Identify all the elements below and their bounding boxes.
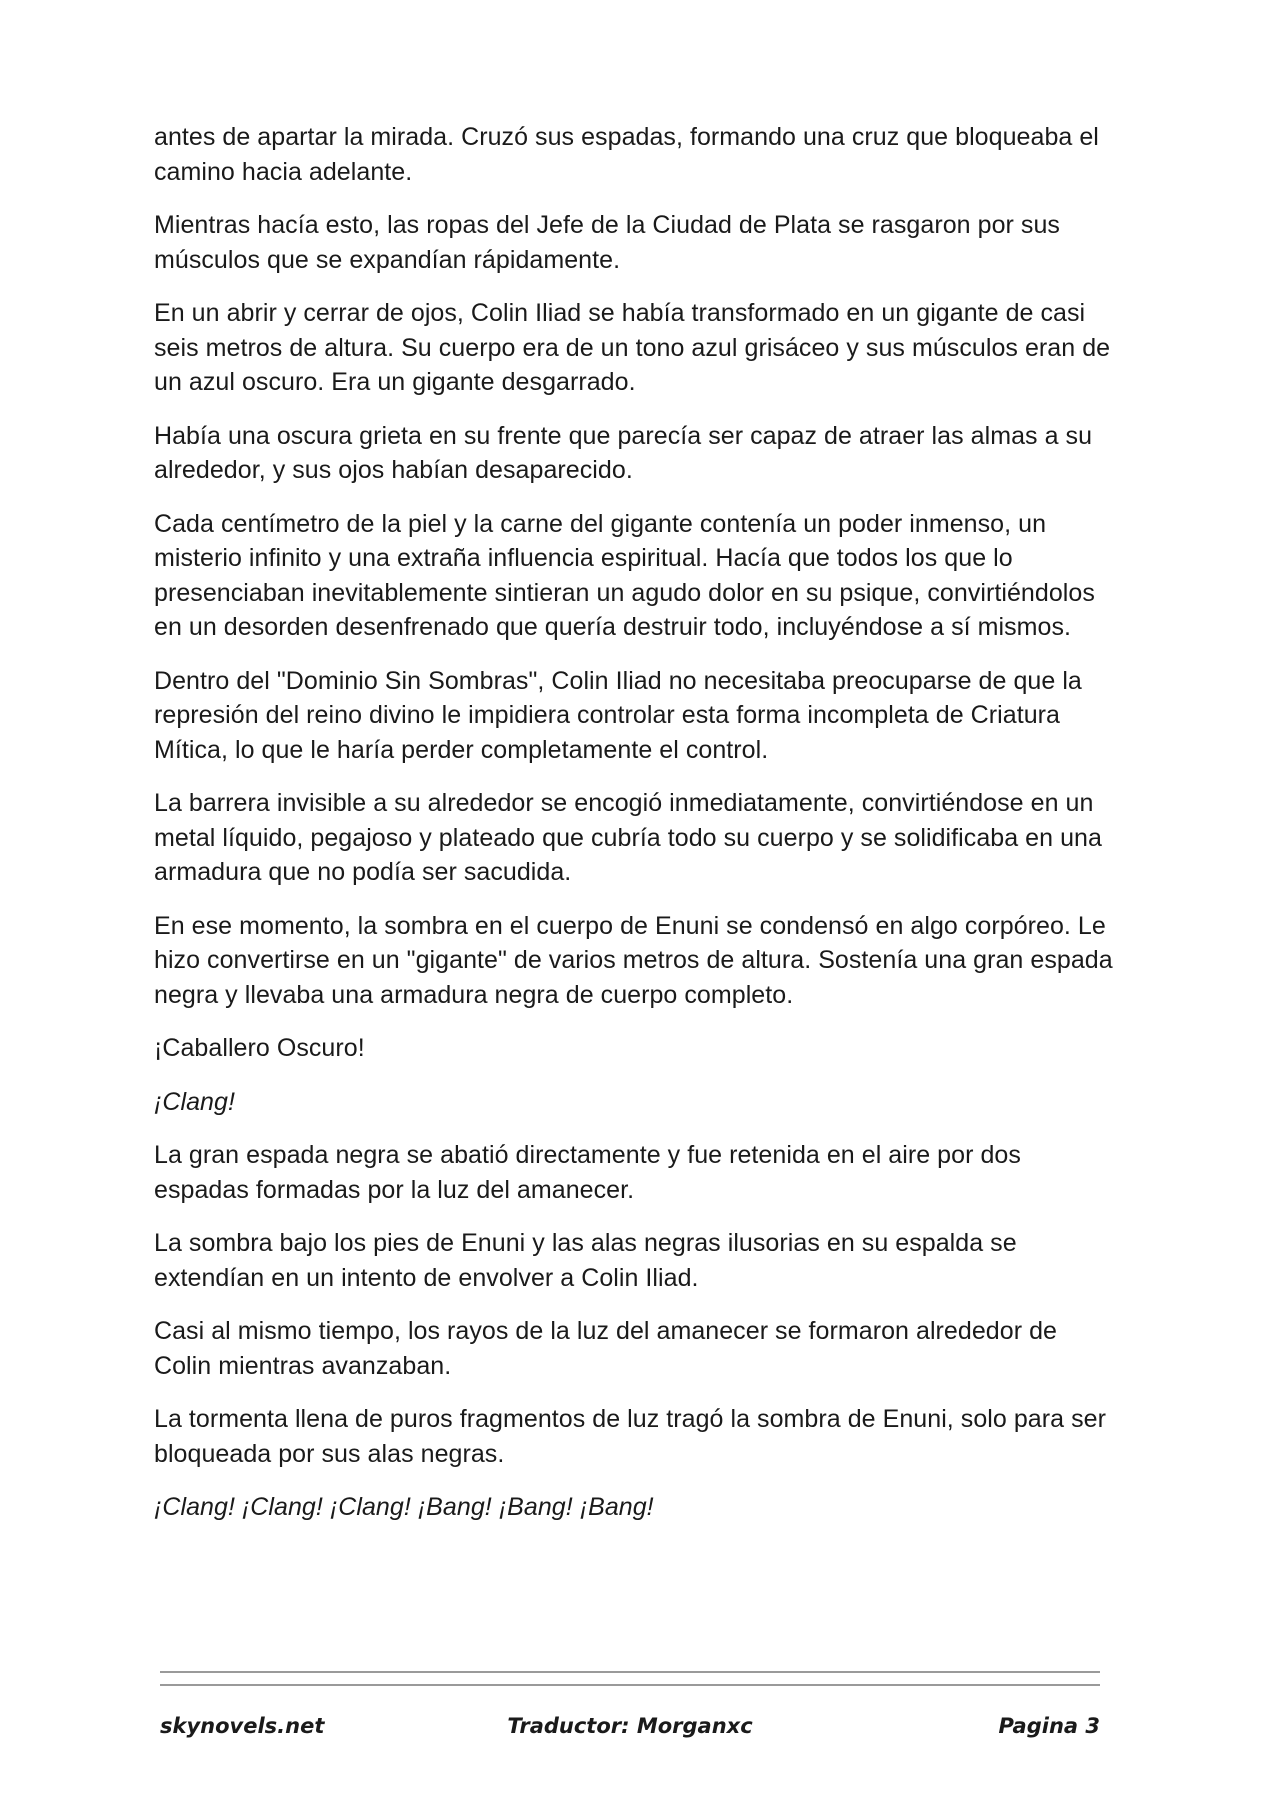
paragraph: La tormenta llena de puros fragmentos de luz tragó la sombra de Enuni, solo para ser bloqueada por sus alas negras.: [154, 1405, 1106, 1468]
paragraph-sound-effect: ¡Clang!: [154, 1087, 235, 1116]
paragraph: Casi al mismo tiempo, los rayos de la luz del amanecer se formaron alrededor de Colin mientras avanzaban.: [154, 1317, 1057, 1380]
paragraph: Cada centímetro de la piel y la carne del gigante contenía un poder inmenso, un misterio infinito y una extraña influencia espiritual. Hacía que todos los que lo presenciaban inevitablemente sintieran un agudo dolor en su psique, convirtiéndolos en un desorden desenfrenado que quería destruir todo, incluyéndose a sí mismos.: [154, 509, 1095, 641]
paragraph: Mientras hacía esto, las ropas del Jefe de la Ciudad de Plata se rasgaron por sus músculos que se expandían rápidamente.: [154, 211, 1060, 274]
footer-page-number: Pagina 3: [998, 1714, 1100, 1738]
paragraph: ¡Caballero Oscuro!: [154, 1034, 365, 1062]
page-footer: [160, 1714, 1100, 1748]
footer-rule: [160, 1684, 1100, 1686]
paragraph: La barrera invisible a su alrededor se encogió inmediatamente, convirtiéndose en un metal líquido, pegajoso y plateado que cubría todo su cuerpo y se solidificaba en una armadura que no podía ser sacudida.: [154, 789, 1102, 886]
paragraph: Dentro del "Dominio Sin Sombras", Colin Iliad no necesitaba preocuparse de que la represión del reino divino le impidiera controlar esta forma incompleta de Criatura Mítica, lo que le haría perder completamente el control.: [154, 666, 1082, 764]
paragraph: La gran espada negra se abatió directamente y fue retenida en el aire por dos espadas formadas por la luz del amanecer.: [154, 1141, 1021, 1204]
paragraph: antes de apartar la mirada. Cruzó sus espadas, formando una cruz que bloqueaba el camino hacia adelante.: [154, 123, 1099, 186]
paragraph: En un abrir y cerrar de ojos, Colin Iliad se había transformado en un gigante de casi seis metros de altura. Su cuerpo era de un tono azul grisáceo y sus músculos eran de un azul oscuro. Era un gigante desgarrado.: [154, 299, 1111, 396]
paragraph: La sombra bajo los pies de Enuni y las alas negras ilusorias en su espalda se extendían en un intento de envolver a Colin Iliad.: [154, 1229, 1017, 1292]
paragraph: En ese momento, la sombra en el cuerpo de Enuni se condensó en algo corpóreo. Le hizo convertirse en un "gigante" de varios metros de altura. Sostenía una gran espada negra y llevaba una armadura negra de cuerpo completo.: [154, 911, 1113, 1009]
footer-divider: [160, 1671, 1100, 1697]
footer-rule: [160, 1671, 1100, 1673]
footer-site: skynovels.net: [160, 1714, 325, 1738]
paragraph: Había una oscura grieta en su frente que parecía ser capaz de atraer las almas a su alrededor, y sus ojos habían desaparecido.: [154, 421, 1093, 484]
footer-translator: Traductor: Morganxc: [507, 1714, 753, 1738]
paragraph-sound-effect: ¡Clang! ¡Clang! ¡Clang! ¡Bang! ¡Bang! ¡Bang!: [154, 1493, 654, 1521]
body-text: [154, 120, 1114, 1544]
